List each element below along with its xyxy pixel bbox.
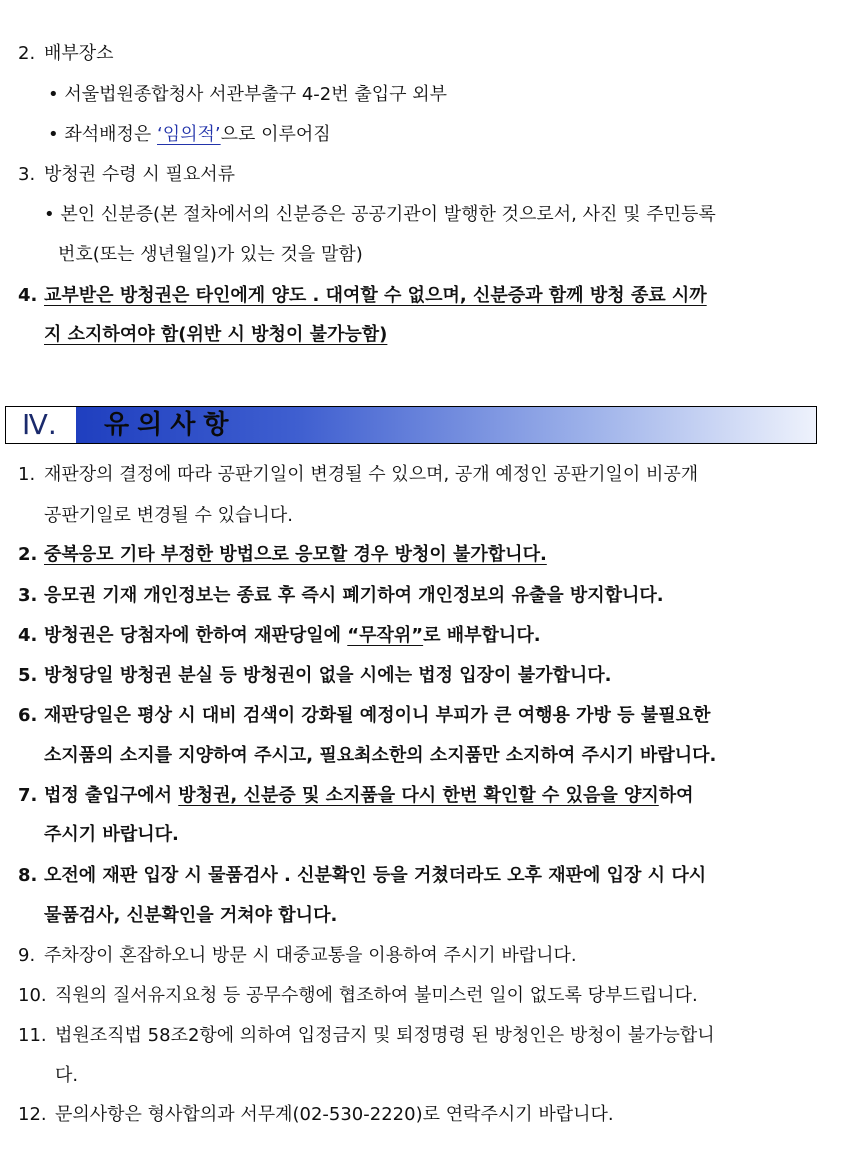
note-number: 5. (18, 665, 38, 686)
note-text: 주차장이 혼잡하오니 방문 시 대중교통을 이용하여 주시기 바랍니다. (44, 945, 577, 966)
bullet-text (48, 123, 331, 147)
note-text: 법원조직법 58조2항에 의하여 입정금지 및 퇴정명령 된 방청인은 방청이 불가능합니 (55, 1025, 715, 1046)
item-text: 배부장소 (44, 43, 114, 64)
item-text: 방청권 수령 시 필요서류 (44, 164, 236, 185)
note-text: 물품검사, 신분확인을 거쳐야 합니다. (44, 905, 338, 926)
note-text: 중복응모 기타 부정한 방법으로 응모할 경우 방청이 불가합니다. (44, 544, 547, 565)
note-number: 1. (18, 464, 36, 485)
note-number: 9. (18, 945, 36, 966)
section-title-bar (76, 407, 816, 443)
note-text-pre: 방청권은 당첨자에 한하여 재판당일에 (44, 625, 348, 646)
item-text: 지 소지하여야 함(위반 시 방청이 불가능함) (44, 324, 388, 345)
item-number: 4. (18, 285, 38, 306)
random-distribution-term: “무작위” (347, 625, 424, 646)
section-title: 유의사항 (104, 410, 237, 440)
note-text: 다. (55, 1065, 79, 1086)
bullet-text-post: 으로 이루어짐 (220, 124, 331, 145)
note-number: 2. (18, 544, 38, 565)
item-text: 교부받은 방청권은 타인에게 양도 . 대여할 수 없으며, 신분증과 함께 방청 종료 시까 (44, 285, 707, 306)
note-text: 재판당일은 평상 시 대비 검색이 강화될 예정이니 부피가 큰 여행용 가방 등 불필요한 (44, 705, 711, 726)
item-number: 2. (18, 43, 36, 64)
bullet-text: 번호(또는 생년월일)가 있는 것을 말함) (58, 244, 363, 265)
note-number: 10. (18, 985, 47, 1006)
note-text (44, 624, 541, 648)
note-text: 재판장의 결정에 따라 공판기일이 변경될 수 있으며, 공개 예정인 공판기일이 비공개 (44, 464, 699, 485)
note-text: 주시기 바랍니다. (44, 824, 179, 845)
note-text: 소지품의 소지를 지양하여 주시고, 필요최소한의 소지품만 소지하여 주시기 바랍니다. (44, 745, 717, 766)
note-number: 3. (18, 585, 38, 606)
note-number: 8. (18, 865, 38, 886)
section-number: Ⅳ. (6, 407, 76, 443)
note-text: 오전에 재판 입장 시 물품검사 . 신분확인 등을 거쳤더라도 오후 재판에 입장 시 다시 (44, 865, 707, 886)
note-text: 공판기일로 변경될 수 있습니다. (44, 505, 293, 526)
random-seating-term: ‘임의적’ (157, 124, 221, 145)
note-text-pre: 법정 출입구에서 (44, 785, 179, 806)
note-number: 11. (18, 1025, 47, 1046)
note-number: 6. (18, 705, 38, 726)
note-text: 직원의 질서유지요청 등 공무수행에 협조하여 불미스런 일이 없도록 당부드립니다. (55, 985, 698, 1006)
section-header (5, 406, 817, 444)
note-number: 4. (18, 625, 38, 646)
bullet-text-pre: • 좌석배정은 (48, 124, 158, 145)
note-number: 7. (18, 785, 38, 806)
note-text (44, 784, 694, 808)
note-text: 문의사항은 형사합의과 서무계(02-530-2220)로 연락주시기 바랍니다. (55, 1104, 614, 1125)
note-text-post: 로 배부합니다. (423, 625, 541, 646)
bullet-text: • 서울법원종합청사 서관부출구 4-2번 출입구 외부 (48, 84, 447, 105)
bullet-text: • 본인 신분증(본 절차에서의 신분증은 공공기관이 발행한 것으로서, 사진 및 주민등록 (44, 204, 716, 225)
note-number: 12. (18, 1104, 47, 1125)
note-text: 응모권 기재 개인정보는 종료 후 즉시 폐기하여 개인정보의 유출을 방지합니다. (44, 585, 664, 606)
item-number: 3. (18, 164, 36, 185)
note-text: 방청당일 방청권 분실 등 방청권이 없을 시에는 법정 입장이 불가합니다. (44, 665, 612, 686)
note-text-underlined: 방청권, 신분증 및 소지품을 다시 한번 확인할 수 있음을 양지 (178, 785, 659, 806)
note-text-post: 하여 (658, 785, 694, 806)
